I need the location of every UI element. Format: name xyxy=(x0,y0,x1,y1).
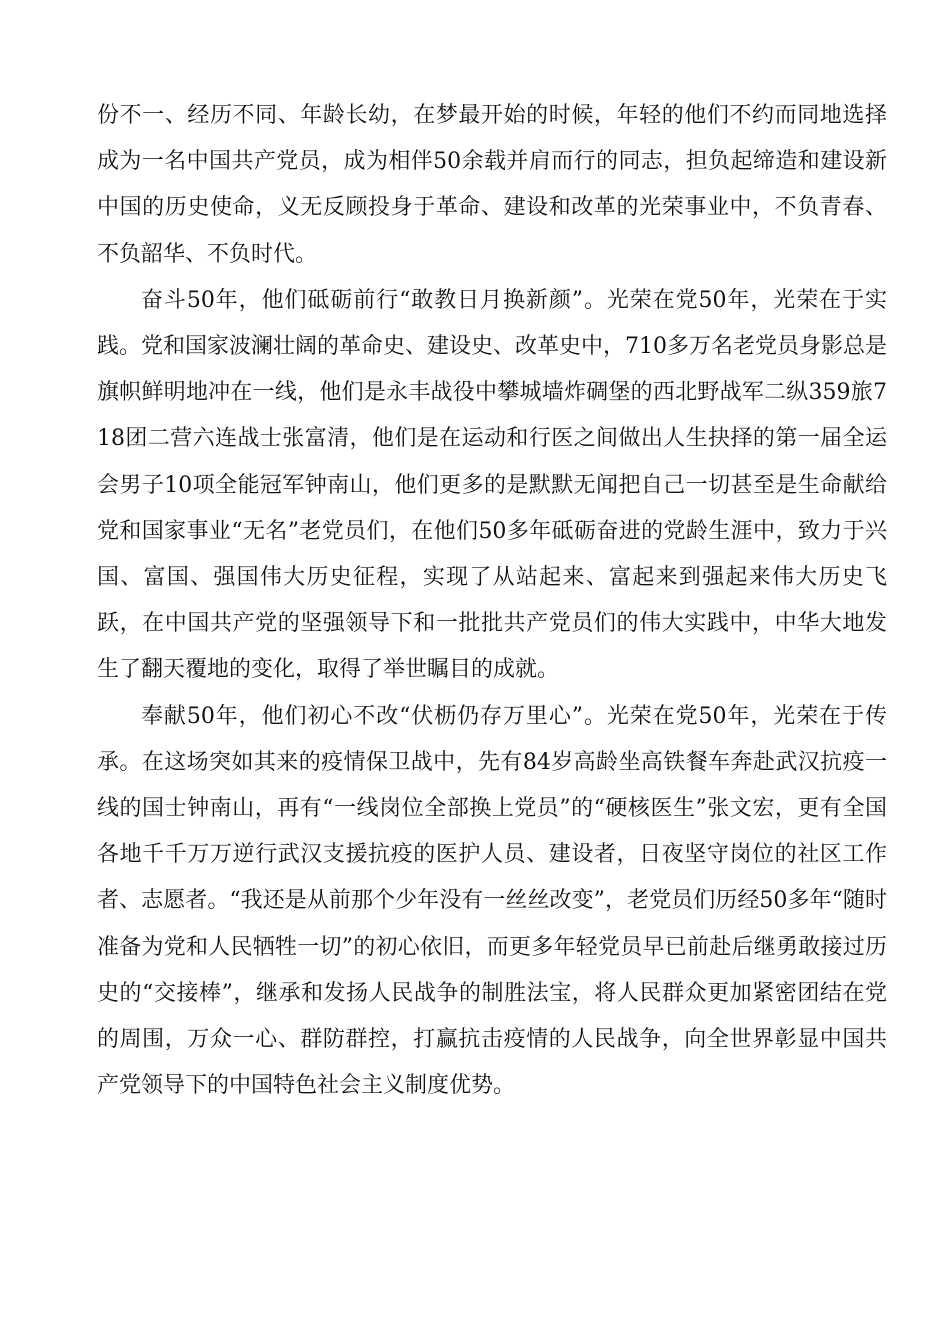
paragraph-continuation: 份不一、经历不同、年龄长幼，在梦最开始的时候，年轻的他们不约而同地选择成为一名中国共产党员，成为相伴50余载并肩而行的同志，担负起缔造和建设新中国的历史使命，义无反顾投身于革命、建设和改革的光荣事业中，不负青春、不负韶华、不负时代。 xyxy=(97,103,887,267)
paragraph-struggle: 奋斗50年，他们砥砺前行“敢教日月换新颜”。光荣在党50年，光荣在于实践。党和国家波澜壮阔的革命史、建设史、改革史中，710多万名老党员身影总是旗帜鲜明地冲在一线，他们是永丰战役中攀城墙炸碉堡的西北野战军二纵359旅718团二营六连战士张富清，他们是在运动和行医之间做出人生抉择的第一届全运会男子10项全能冠军钟南山，他们更多的是默默无闻把自己一切甚至是生命献给党和国家事业“无名”老党员们，在他们50多年砥砺奋进的党龄生涯中，致力于兴国、富国、强国伟大历史征程，实现了从站起来、富起来到强起来伟大历史飞跃，在中国共产党的坚强领导下和一批批共产党员们的伟大实践中，中华大地发生了翻天覆地的变化，取得了举世瞩目的成就。 xyxy=(97,287,887,683)
paragraph-dedication: 奉献50年，他们初心不改“伏枥仍存万里心”。光荣在党50年，光荣在于传承。在这场突如其来的疫情保卫战中，先有84岁高龄坐高铁餐车奔赴武汉抗疫一线的国士钟南山，再有“一线岗位全部换上党员”的“硬核医生”张文宏，更有全国各地千千万万逆行武汉支援抗疫的医护人员、建设者，日夜坚守岗位的社区工作者、志愿者。“我还是从前那个少年没有一丝丝改变”，老党员们历经50多年“随时准备为党和人民牺牲一切”的初心依旧，而更多年轻党员早已前赴后继勇敢接过历史的“交接棒”，继承和发扬人民战争的制胜法宝，将人民群众更加紧密团结在党的周围，万众一心、群防群控，打赢抗击疫情的人民战争，向全世界彰显中国共产党领导下的中国特色社会主义制度优势。 xyxy=(97,703,887,1099)
document-body xyxy=(97,93,887,1109)
